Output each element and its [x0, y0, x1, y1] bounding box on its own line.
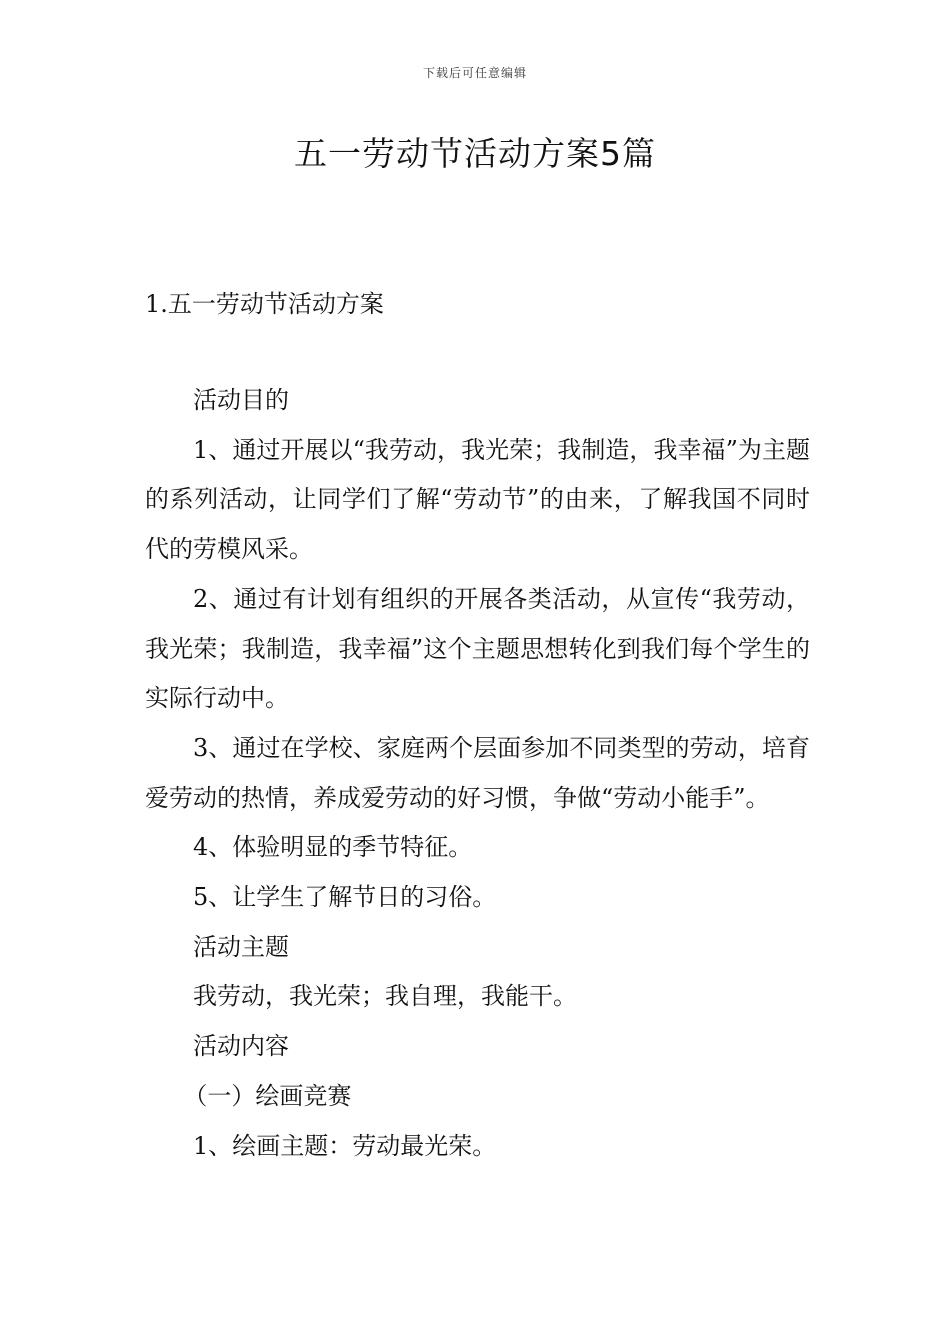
paragraph-content-heading: 活动内容	[193, 1032, 289, 1061]
paragraph-purpose-5: 5、让学生了解节日的习俗。	[193, 883, 497, 912]
document-title: 五一劳动节活动方案5篇	[294, 134, 656, 173]
paragraph-purpose-2: 2、通过有计划有组织的开展各类活动，从宣传“我劳动，我光荣；我制造，我幸福”这个主题思想转化到我们每个学生的实际行动中。	[145, 584, 810, 713]
paragraph-purpose-heading: 活动目的	[193, 386, 289, 414]
document-body	[145, 376, 810, 1171]
paragraph-drawing-contest: （一）绘画竞赛	[183, 1081, 352, 1110]
paragraph-purpose-3: 3、通过在学校、家庭两个层面参加不同类型的劳动，培育爱劳动的热情，养成爱劳动的好习惯，争做“劳动小能手”。	[145, 733, 810, 812]
header-note: 下载后可任意编辑	[422, 66, 527, 80]
paragraph-purpose-4: 4、体验明显的季节特征。	[193, 833, 473, 862]
paragraph-purpose-1: 1、通过开展以“我劳动，我光荣；我制造，我幸福”为主题的系列活动，让同学们了解“劳动节”的由来，了解我国不同时代的劳模风采。	[145, 435, 810, 564]
section-heading: 1.五一劳动节活动方案	[145, 290, 384, 318]
paragraph-theme: 我劳动，我光荣；我自理，我能干。	[193, 982, 577, 1011]
paragraph-drawing-theme: 1、绘画主题：劳动最光荣。	[193, 1131, 497, 1160]
paragraph-theme-heading: 活动主题	[193, 932, 289, 961]
